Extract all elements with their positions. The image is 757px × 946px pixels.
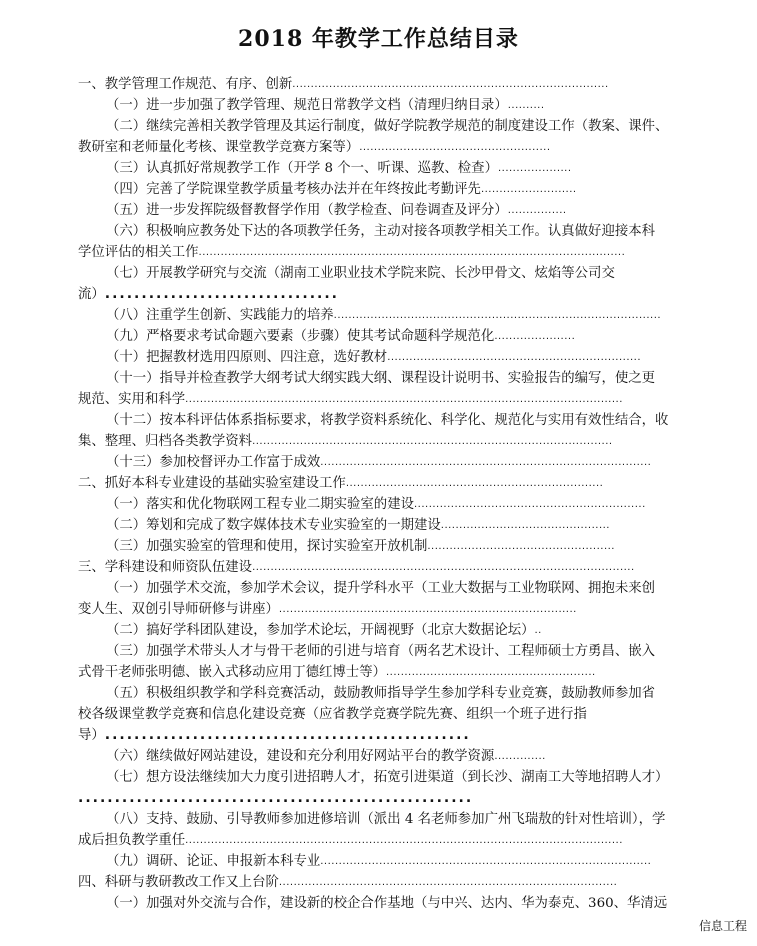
toc-leader-dots: ...................................................................... — [345, 478, 604, 489]
toc-entry-text: 流） — [78, 287, 105, 302]
toc-entry-text: （五）进一步发挥院级督教督学作用（教学检查、问卷调查及评分） — [106, 203, 508, 218]
toc-entry[interactable] — [78, 809, 698, 830]
toc-entry-text: （六）积极响应教务处下达的各项教学任务，主动对接各项教学相关工作。认真做好迎接本科 — [106, 224, 656, 239]
toc-entry-text: （一）加强对外交流与合作，建设新的校企合作基地（与中兴、达内、华为泰克、360、华清远 — [106, 896, 668, 911]
toc-entry-text: （一）落实和优化物联网工程专业二期实验室的建设 — [106, 497, 414, 512]
toc-entry[interactable] — [78, 893, 698, 914]
toc-entry[interactable] — [78, 494, 698, 515]
toc-entry-text: （十三）参加校督评办工作富于成效 — [106, 455, 321, 470]
toc-entry[interactable] — [78, 788, 698, 809]
toc-entry-text: 三、学科建设和师资队伍建设 — [78, 560, 253, 575]
toc-entry[interactable] — [78, 305, 698, 326]
toc-entry[interactable] — [78, 620, 698, 641]
toc-entry-text: 集、整理、归档各类教学资料 — [78, 434, 253, 449]
toc-entry[interactable] — [78, 326, 698, 347]
toc-entry[interactable] — [78, 200, 698, 221]
toc-entry-text: 变人生、双创引导师研修与讲座） — [78, 602, 279, 617]
toc-leader-dots: ........................................................................................................ — [252, 562, 635, 573]
toc-entry[interactable] — [78, 683, 698, 704]
toc-entry[interactable] — [78, 242, 698, 263]
toc-leader-dots: .......................................................................................... — [320, 856, 652, 867]
toc-entry[interactable] — [78, 578, 698, 599]
toc-entry[interactable] — [78, 263, 698, 284]
toc-entry[interactable] — [78, 704, 698, 725]
toc-entry-text: （五）积极组织教学和学科竞赛活动，鼓励教师指导学生参加学科专业竞赛，鼓励教师参加省 — [106, 686, 656, 701]
toc-entry-text: 校各级课堂教学竞赛和信息化建设竞赛（应省教学竞赛学院先赛、组织一个班子进行指 — [78, 707, 587, 722]
toc-entry-text: 学位评估的相关工作 — [78, 245, 199, 260]
toc-leader-dots: .......................................................................................... — [320, 457, 652, 468]
toc-entry-text: （二）搞好学科团队建设，参加学术论坛，开阔视野（北京大数据论坛） — [106, 623, 535, 638]
toc-entry[interactable] — [78, 599, 698, 620]
toc-leader-dots: .............................................. — [440, 520, 610, 531]
toc-leader-dots: ............................................................... — [413, 499, 646, 510]
toc-entry[interactable] — [78, 557, 698, 578]
toc-leader-dots: .................................................................................................. — [252, 436, 613, 447]
toc-entry-text: （一）进一步加强了教学管理、规范日常教学文档（清理归纳目录） — [106, 98, 508, 113]
toc-entry-text: 式骨干老师张明德、嵌入式移动应用丁德红博士等） — [78, 665, 386, 680]
toc-entry[interactable] — [78, 221, 698, 242]
toc-entry-text: （八）注重学生创新、实践能力的培养 — [106, 308, 334, 323]
toc-leader-dots: .......................... — [480, 184, 577, 195]
toc-entry[interactable] — [78, 515, 698, 536]
toc-entry[interactable] — [78, 431, 698, 452]
toc-entry-text: （八）支持、鼓励、引导教师参加进修培训（派出 4 名老师参加广州飞瑞敖的针对性培训），学 — [106, 812, 666, 827]
toc-entry-text: （三）加强学术带头人才与骨干老师的引进与培育（两名艺术设计、工程师硕士方勇昌、嵌入 — [106, 644, 656, 659]
toc-entry[interactable] — [78, 872, 698, 893]
document-title: 2018 年教学工作总结目录 — [238, 26, 519, 52]
toc-entry-text: 导） — [78, 728, 105, 743]
toc-leader-dots: ...................... — [494, 331, 576, 342]
toc-entry[interactable] — [78, 452, 698, 473]
toc-entry[interactable] — [78, 767, 698, 788]
footer-watermark: 信息工程 — [698, 919, 747, 933]
toc-list — [78, 74, 698, 914]
toc-leader-dots: ................................................................................. — [278, 604, 577, 615]
toc-entry-text: 成后担负教学重任 — [78, 833, 186, 848]
toc-leader-dots: .................................................. — [104, 727, 471, 743]
toc-entry[interactable] — [78, 662, 698, 683]
toc-entry-text: （九）严格要求考试命题六要素（步骤）使其考试命题科学规范化 — [106, 329, 495, 344]
toc-leader-dots: ....................................................................................................................... — [185, 394, 623, 405]
toc-entry[interactable] — [78, 389, 698, 410]
toc-leader-dots: .......... — [507, 100, 545, 111]
toc-entry[interactable] — [78, 284, 698, 305]
toc-entry[interactable] — [78, 179, 698, 200]
toc-leader-dots: ..................................................................... — [387, 352, 642, 363]
toc-entry-text: （二）筹划和完成了数字媒体技术专业实验室的一期建设 — [106, 518, 441, 533]
toc-leader-dots: .................................................................................................................... — [198, 247, 626, 258]
toc-entry-text: 规范、实用和科学 — [78, 392, 186, 407]
toc-leader-dots: .................................................... — [359, 142, 551, 153]
toc-entry[interactable] — [78, 473, 698, 494]
toc-leader-dots: ................................................... — [427, 541, 615, 552]
toc-entry-text: （二）继续完善相关教学管理及其运行制度，做好学院教学规范的制度建设工作（教案、课件、 — [106, 119, 669, 134]
toc-entry-text: （三）加强实验室的管理和使用，探讨实验室开放机制 — [106, 539, 428, 554]
toc-entry-text: （十）把握教材选用四原则、四注意，选好教材 — [106, 350, 388, 365]
toc-entry[interactable] — [78, 830, 698, 851]
toc-entry[interactable] — [78, 410, 698, 431]
toc-entry-text: （九）调研、论证、申报新本科专业 — [106, 854, 321, 869]
toc-leader-dots: .............. — [494, 751, 546, 762]
toc-entry[interactable] — [78, 158, 698, 179]
toc-entry[interactable] — [78, 137, 698, 158]
toc-leader-dots: ...................................................... — [78, 790, 474, 806]
toc-entry-text: （七）想方设法继续加大力度引进招聘人才，拓宽引进渠道（到长沙、湖南工大等地招聘人才） — [106, 770, 669, 785]
toc-leader-dots: ............................................................................................ — [278, 877, 618, 888]
toc-entry[interactable] — [78, 536, 698, 557]
toc-leader-dots: ....................................................................................................................... — [185, 835, 623, 846]
toc-leader-dots: .................... — [497, 163, 572, 174]
toc-entry[interactable] — [78, 746, 698, 767]
toc-entry-text: （四）完善了学院课堂教学质量考核办法并在年终按此考勤评先 — [106, 182, 481, 197]
toc-leader-dots: .. — [534, 625, 542, 636]
toc-entry[interactable] — [78, 116, 698, 137]
toc-entry[interactable] — [78, 641, 698, 662]
toc-entry-text: 四、科研与教研教改工作又上台阶 — [78, 875, 279, 890]
toc-leader-dots: ...................................................................................... — [292, 79, 609, 90]
toc-entry-text: （十一）指导并检查教学大纲考试大纲实践大纲、课程设计说明书、实验报告的编写，使之更 — [106, 371, 656, 386]
toc-entry-text: 一、教学管理工作规范、有序、创新 — [78, 77, 293, 92]
toc-entry[interactable] — [78, 368, 698, 389]
toc-entry-text: （三）认真抓好常规教学工作（开学 8 个一、听课、巡教、检查） — [106, 161, 498, 176]
toc-entry-text: 二、抓好本科专业建设的基础实验室建设工作 — [78, 476, 346, 491]
toc-entry-text: （七）开展教学研究与交流（湖南工业职业技术学院来院、长沙甲骨文、炫焰等公司交 — [106, 266, 615, 281]
toc-leader-dots: ................................ — [104, 286, 339, 302]
toc-entry[interactable] — [78, 95, 698, 116]
toc-entry[interactable] — [78, 347, 698, 368]
toc-entry-text: （十二）按本科评估体系指标要求，将教学资料系统化、科学化、规范化与实用有效性结合，收 — [106, 413, 669, 428]
toc-leader-dots: ................ — [507, 205, 567, 216]
toc-entry-text: 教研室和老师量化考核、课堂教学竞赛方案等） — [78, 140, 360, 155]
toc-leader-dots: ......................................................................................... — [333, 310, 662, 321]
toc-entry-text: （六）继续做好网站建设，建设和充分利用好网站平台的教学资源 — [106, 749, 495, 764]
toc-entry-text: （一）加强学术交流，参加学术会议，提升学科水平（工业大数据与工业物联网、拥抱未来创 — [106, 581, 656, 596]
toc-entry[interactable] — [78, 851, 698, 872]
toc-entry[interactable] — [78, 74, 698, 95]
toc-entry[interactable] — [78, 725, 698, 746]
toc-leader-dots: ......................................................... — [385, 667, 596, 678]
